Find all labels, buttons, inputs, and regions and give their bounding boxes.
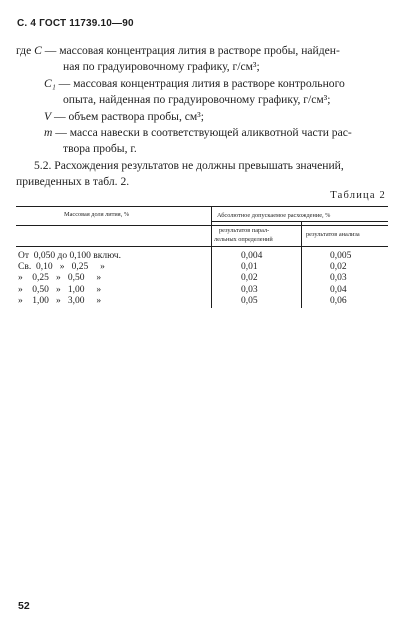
where-line-4: опыта, найденная по градуировочному графику, г/см³; [63,93,331,106]
table-row-5-parallel-value: 0,05 [241,295,258,306]
where-line-2: ная по градуировочному графику, г/см³; [63,60,260,73]
table-row-1-analysis-value: 0,005 [330,251,352,261]
table-row-3-range: » 0,25 » 0,50 » [18,273,102,284]
table-row-2-range: Св. 0,10 » 0,25 » [18,262,105,273]
where-text-1: — массовая концентрация лития в растворе пробы, найден- [44,44,340,57]
table-row-4-parallel-value: 0,03 [241,284,258,295]
table-row-3-parallel-value: 0,02 [241,273,258,284]
table-row-2-parallel-value: 0,01 [241,262,258,273]
header-bottom-rule [16,225,388,226]
symbol-c1: C₁ [44,77,56,90]
para-5-2-line-2: приведенных в табл. 2. [16,175,130,188]
col2-header-line-1: результатов парал- [219,227,270,234]
symbol-m: m [44,126,53,139]
table-row-1-parallel-value: 0,004 [241,251,263,261]
table-row-5-range: » 1,00 » 3,00 » [18,295,102,306]
table-row-2-analysis-value: 0,02 [330,262,347,273]
where-line-5 [44,110,204,123]
table-row-4-analysis-value: 0,04 [330,284,347,295]
where-line-3 [44,77,345,90]
table-row-3-analysis-value: 0,03 [330,273,347,284]
table-row-5-analysis-value: 0,06 [330,295,347,306]
where-text-3: — массовая концентрация лития в растворе контрольного [58,77,345,90]
where-text-5: — объем раствора пробы, см³; [54,110,204,123]
table-row-1-range: От 0,050 до 0,100 включ. [18,251,121,261]
table-title: Таблица 2 [330,190,386,201]
where-line-1 [16,44,340,57]
where-word: где [16,44,32,57]
table-top-rule [16,206,388,207]
group-header: Абсолютное допускаемое расхождение, % [217,212,331,219]
symbol-c: C [34,44,42,57]
col2-header-line-2: лельных определений [214,236,273,243]
table-row-4-range: » 0,50 » 1,00 » [18,284,102,295]
where-text-6: — масса навески в соответствующей аликвотной части рас- [55,126,352,139]
para-5-2-line-1: 5.2. Расхождения результатов не должны превышать значений, [34,159,344,172]
col-divider-1 [211,206,212,308]
page-number: 52 [18,600,30,612]
col3-header: результатов анализа [306,231,360,238]
where-line-6 [44,126,352,139]
where-line-7: твора пробы, г. [63,142,137,155]
col-divider-2 [301,221,302,308]
col1-header: Массовая доля лития, % [64,211,130,218]
page-header: С. 4 ГОСТ 11739.10—90 [17,18,134,29]
header-row-rule [16,246,388,247]
symbol-v: V [44,110,52,123]
